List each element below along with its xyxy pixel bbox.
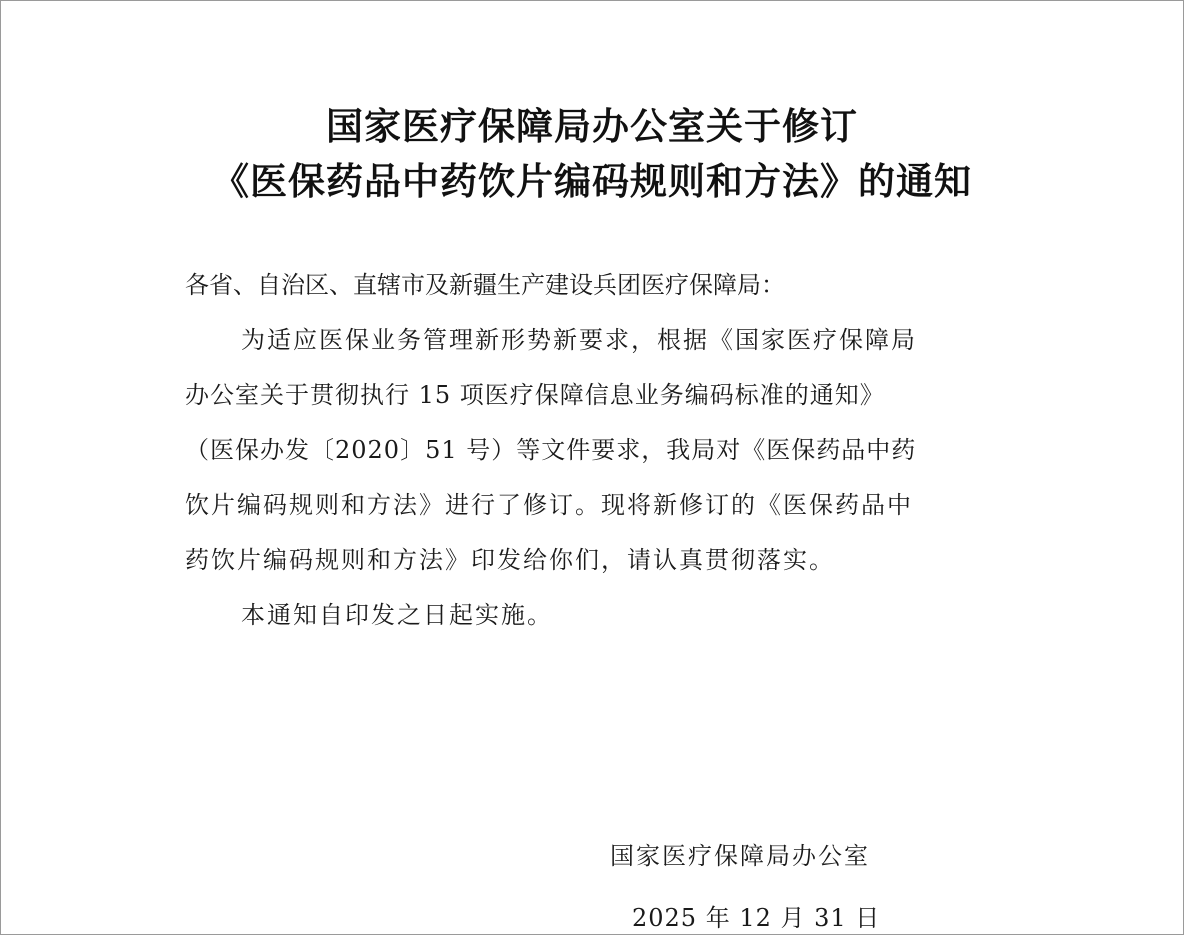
- body-line-2: 办公室关于贯彻执行 15 项医疗保障信息业务编码标准的通知》: [185, 381, 885, 409]
- body-line-6: 本通知自印发之日起实施。: [241, 601, 553, 629]
- body-line-4: 饮片编码规则和方法》进行了修订。现将新修订的《医保药品中: [185, 491, 913, 519]
- issue-date: 2025 年 12 月 31 日: [632, 904, 881, 932]
- body-line-1: 为适应医保业务管理新形势新要求，根据《国家医疗保障局: [241, 326, 917, 354]
- salutation: 各省、自治区、直辖市及新疆生产建设兵团医疗保障局：: [185, 271, 785, 299]
- issuer-signature: 国家医疗保障局办公室: [610, 842, 870, 870]
- body-line-3: （医保办发〔2020〕51 号）等文件要求，我局对《医保药品中药: [185, 436, 917, 464]
- document-title-line-1: 国家医疗保障局办公室关于修订: [326, 104, 858, 148]
- document-title-line-2: 《医保药品中药饮片编码规则和方法》的通知: [212, 159, 972, 203]
- body-line-5: 药饮片编码规则和方法》印发给你们，请认真贯彻落实。: [185, 546, 835, 574]
